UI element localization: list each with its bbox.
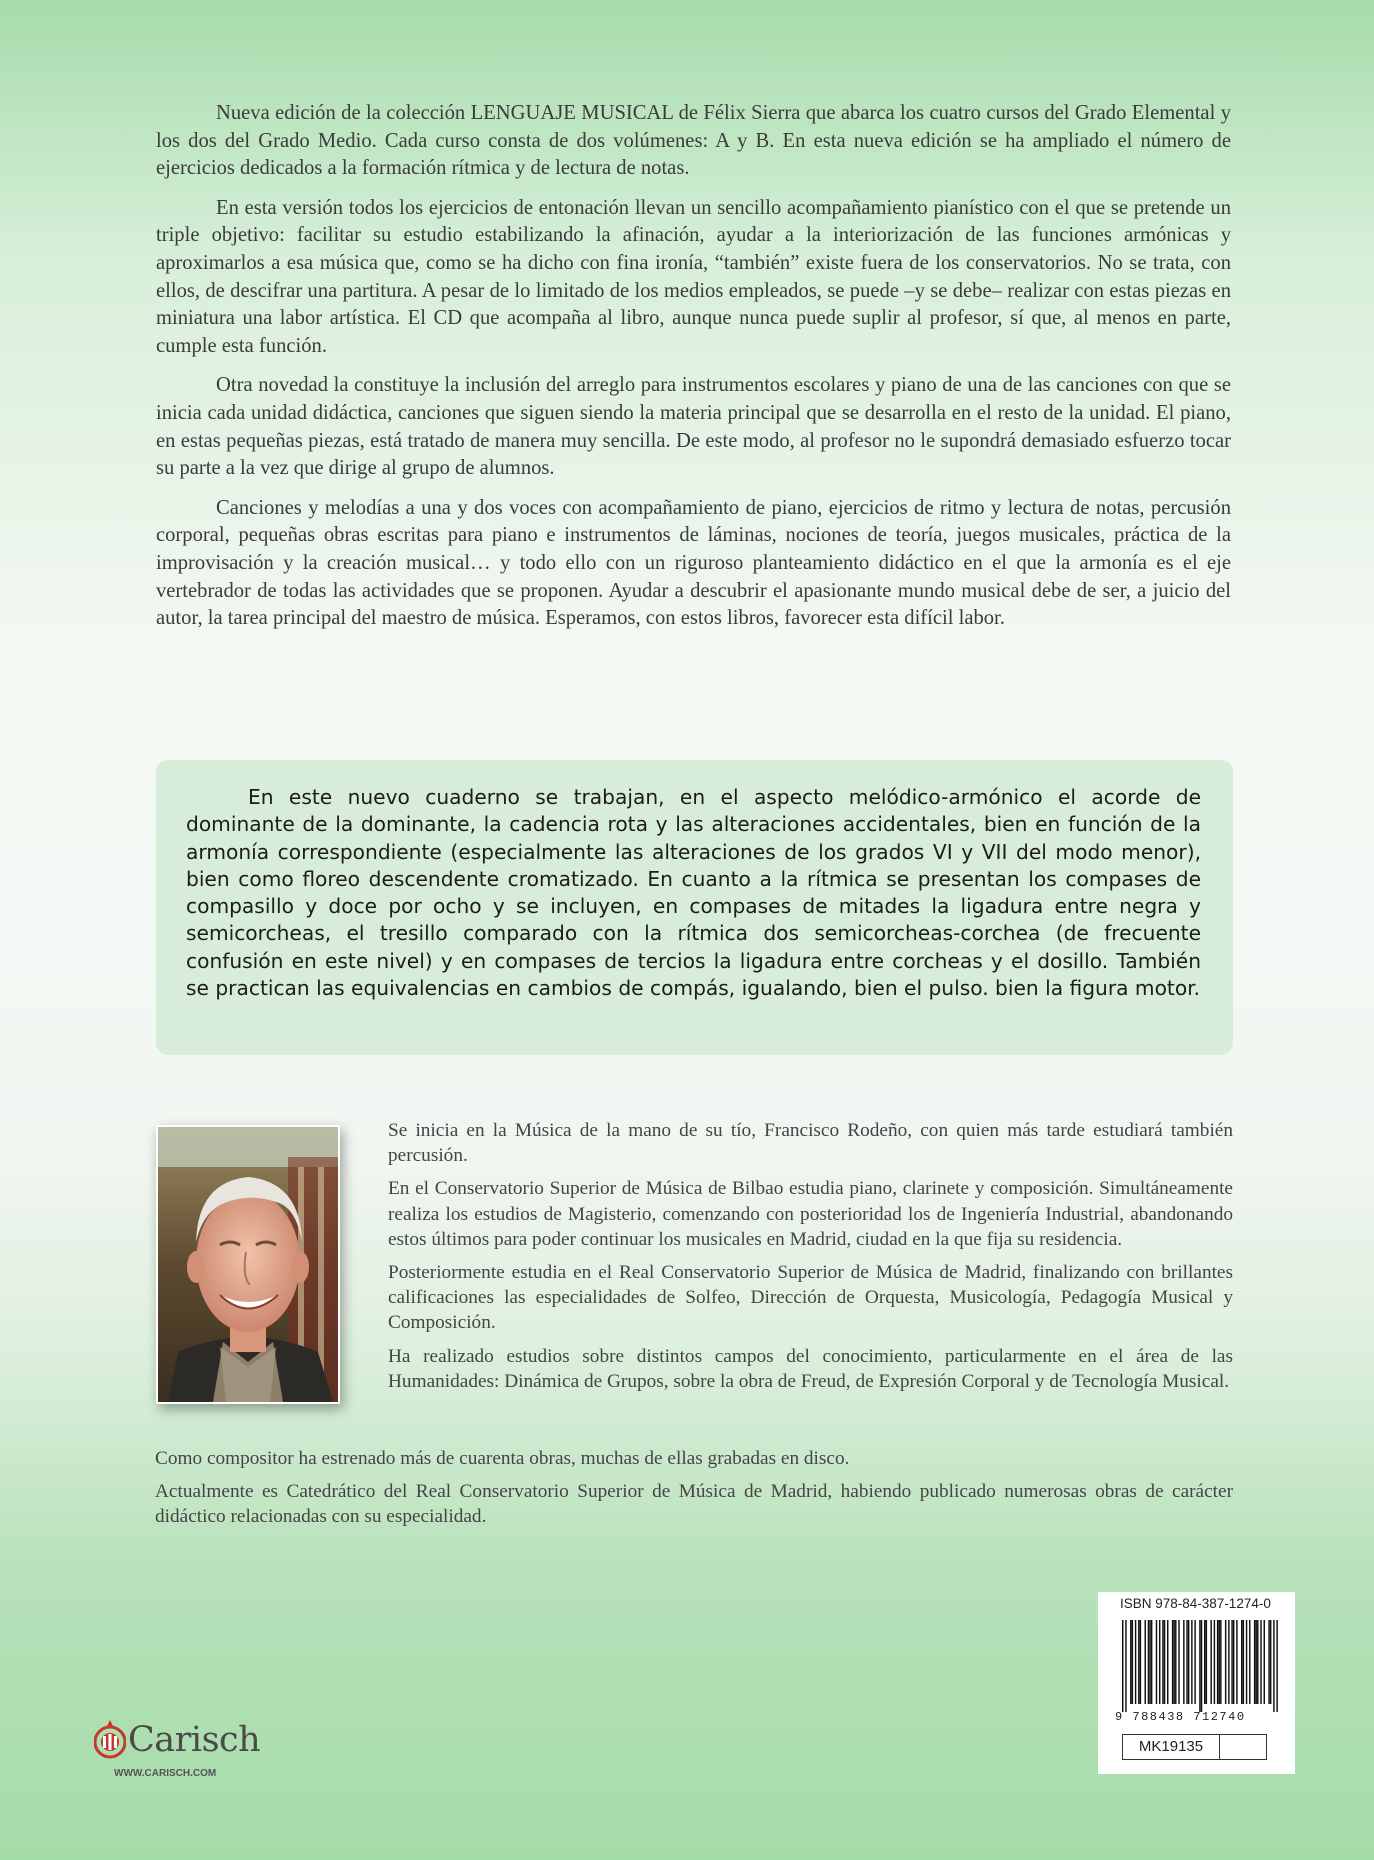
catalog-code-box: [1122, 1734, 1267, 1760]
barcode-bar: [1122, 1620, 1123, 1712]
barcode-bar: [1206, 1620, 1207, 1704]
barcode-bar: [1231, 1620, 1232, 1704]
author-portrait-image: [158, 1127, 338, 1402]
barcode-bar: [1162, 1620, 1163, 1704]
barcode-bar: [1194, 1620, 1195, 1704]
barcode-panel: [1098, 1592, 1295, 1774]
barcode-bar: [1246, 1620, 1247, 1704]
bio-paragraph-2: En el Conservatorio Superior de Música de Bilbao estudia piano, clarinete y composición. Simultáneamente realiza los estudios de Magisterio, comenzando con posterioridad los de Ingeniería Industrial, abandonando estos últimos para poder continuar los musicales en Madrid, ciudad en la que fija su residencia.: [388, 1178, 1233, 1250]
barcode-bar: [1276, 1620, 1277, 1712]
bio-paragraph-3: Posteriormente estudia en el Real Conservatorio Superior de Música de Madrid, finalizando con brillantes calificaciones las especialidades de Solfeo, Dirección de Orquesta, Musicología, Pedagogía Musical y Composición.: [388, 1262, 1233, 1334]
barcode-bar: [1249, 1620, 1250, 1704]
barcode-bar: [1145, 1620, 1146, 1704]
barcode-bar: [1210, 1620, 1211, 1704]
bio-paragraph-5: Como compositor ha estrenado más de cuarenta obras, muchas de ellas grabadas en disco.: [155, 1448, 850, 1469]
barcode-bar: [1254, 1620, 1255, 1704]
highlight-box: [156, 760, 1233, 1055]
barcode-bar: [1148, 1620, 1149, 1704]
publisher-logo: [94, 1718, 261, 1779]
barcode-bar: [1260, 1620, 1261, 1704]
barcode-image: [1122, 1620, 1278, 1712]
barcode-bar: [1233, 1620, 1234, 1704]
isbn-label: ISBN 978-84-387-1274-0: [1120, 1596, 1271, 1611]
barcode-bar: [1178, 1620, 1179, 1704]
barcode-bar: [1270, 1620, 1271, 1704]
barcode-bar: [1218, 1620, 1219, 1704]
barcode-bar: [1151, 1620, 1152, 1704]
barcode-number: 9 788438 712740: [1115, 1710, 1246, 1724]
barcode-bar: [1264, 1620, 1265, 1704]
barcode-bar: [1132, 1620, 1133, 1704]
barcode-bar: [1255, 1620, 1256, 1704]
barcode-bar: [1214, 1620, 1215, 1704]
barcode-bar: [1268, 1620, 1269, 1704]
intro-paragraph-2: En esta versión todos los ejercicios de entonación llevan un sencillo acompañamiento pianístico con el que se pretende un triple objetivo: facilitar su estudio estabilizando la afinación, ayudar a la interiorización de las funciones armónicas y aproximarlos a esa música que, como se ha dicho con fina ironía, “también” existe fuera de los conservatorios. No se trata, con ellos, de descifrar una partitura. A pesar de lo limitado de los medios empleados, se puede –y se debe– realizar con estas piezas en miniatura una labor artística. El CD que acompaña al libro, aunque nunca puede suplir al profesor, sí que, al menos en parte, cumple esta función.: [156, 196, 1231, 357]
barcode-bar: [1273, 1620, 1274, 1712]
barcode-bar: [1199, 1620, 1200, 1712]
barcode-bar: [1204, 1620, 1205, 1704]
barcode-bar: [1201, 1620, 1202, 1712]
bio-paragraph-1: Se inicia en la Música de la mano de su tío, Francisco Rodeño, con quien más tarde estudiará también percusión.: [388, 1120, 1233, 1167]
carisch-emblem-icon: [94, 1718, 126, 1762]
barcode-bar: [1156, 1620, 1157, 1704]
barcode-bar: [1188, 1620, 1189, 1704]
barcode-bar: [1257, 1620, 1258, 1704]
barcode-bar: [1225, 1620, 1226, 1704]
intro-paragraph-3: Otra novedad la constituye la inclusión del arreglo para instrumentos escolares y piano de una de las canciones con que se inicia cada unidad didáctica, canciones que siguen siendo la materia principal que se desarrolla en el resto de la unidad. El piano, en estas pequeñas piezas, está tratado de manera muy sencilla. De este modo, al profesor no le supondrá demasiado esfuerzo tocar su parte a la vez que dirige al grupo de alumnos.: [156, 374, 1231, 480]
barcode-bar: [1220, 1620, 1221, 1704]
barcode-bar: [1159, 1620, 1160, 1704]
publisher-url: WWW.CARISCH.COM: [114, 1768, 217, 1779]
barcode-bar: [1173, 1620, 1174, 1704]
barcode-bar: [1149, 1620, 1150, 1704]
barcode-bar: [1167, 1620, 1168, 1704]
barcode-bar: [1140, 1620, 1141, 1704]
barcode-bar: [1241, 1620, 1242, 1704]
intro-paragraph-4: Canciones y melodías a una y dos voces con acompañamiento de piano, ejercicios de ritmo y lectura de notas, percusión corporal, pequeñas obras escritas para piano e instrumentos de láminas, nociones de teoría, juegos musicales, práctica de la improvisación y la creación musical… y todo ello con un riguroso planteamiento didáctico en el que la armonía es el eje vertebrador de todas las actividades que se proponen. Ayudar a descubrir el apasionante mundo musical debe de ser, a juicio del autor, la tarea principal del maestro de música. Esperamos, con estos libros, favorecer esta difícil labor.: [156, 496, 1231, 630]
barcode-bar: [1175, 1620, 1176, 1704]
catalog-code: MK19135: [1123, 1735, 1220, 1759]
bio-paragraph-4: Ha realizado estudios sobre distintos campos del conocimiento, particularmente en el área de las Humanidades: Dinámica de Grupos, sobre la obra de Freud, de Expresión Corporal y de Tecnología Musical.: [388, 1345, 1233, 1392]
barcode-bar: [1183, 1620, 1184, 1704]
author-bio: [388, 1118, 1233, 1402]
highlight-box-text: En este nuevo cuaderno se trabajan, en el aspecto melódico-armónico el acorde de dominante de la dominante, la cadencia rota y las alteraciones accidentales, bien en función de la armonía correspondiente (especialmente las alteraciones de los grados VI y VII del modo menor), bien como floreo descendente cromatizado. En cuanto a la rítmica se presentan los compases de compasillo y doce por ocho y se incluyen, en compases de mitades la ligadura entre negra y semicorcheas, el tresillo comparado con la rítmica dos semicorcheas-corchea (de frecuente confusión en este nivel) y en compases de tercios la ligadura entre corcheas y el dosillo. También se practican las equivalencias en cambios de compás, igualando, bien el pulso. bien la figura motor.: [186, 785, 1201, 1001]
barcode-bar: [1138, 1620, 1139, 1704]
author-photo: [156, 1125, 340, 1404]
bio-paragraph-6: Actualmente es Catedrático del Real Conservatorio Superior de Música de Madrid, habiendo publicado numerosas obras de carácter didáctico relacionadas con su especialidad.: [155, 1481, 1233, 1528]
barcode-bar: [1236, 1620, 1237, 1704]
barcode-bar: [1135, 1620, 1136, 1704]
barcode-bar: [1164, 1620, 1165, 1704]
author-bio-continued: [155, 1446, 1233, 1538]
barcode-bar: [1243, 1620, 1244, 1704]
barcode-bar: [1130, 1620, 1131, 1704]
publisher-name: Carisch: [128, 1720, 261, 1760]
barcode-bar: [1125, 1620, 1126, 1712]
barcode-bar: [1172, 1620, 1173, 1704]
barcode-bar: [1186, 1620, 1187, 1704]
barcode-bar: [1191, 1620, 1192, 1704]
barcode-bar: [1217, 1620, 1218, 1704]
intro-text: [156, 100, 1231, 645]
intro-paragraph-1: Nueva edición de la colección LENGUAJE MUSICAL de Félix Sierra que abarca los cuatro cursos del Grado Elemental y los dos del Grado Medio. Cada curso consta de dos volúmenes: A y B. En esta nueva edición se ha ampliado el número de ejercicios dedicados a la formación rítmica y de lectura de notas.: [156, 102, 1231, 180]
barcode-bar: [1228, 1620, 1229, 1704]
